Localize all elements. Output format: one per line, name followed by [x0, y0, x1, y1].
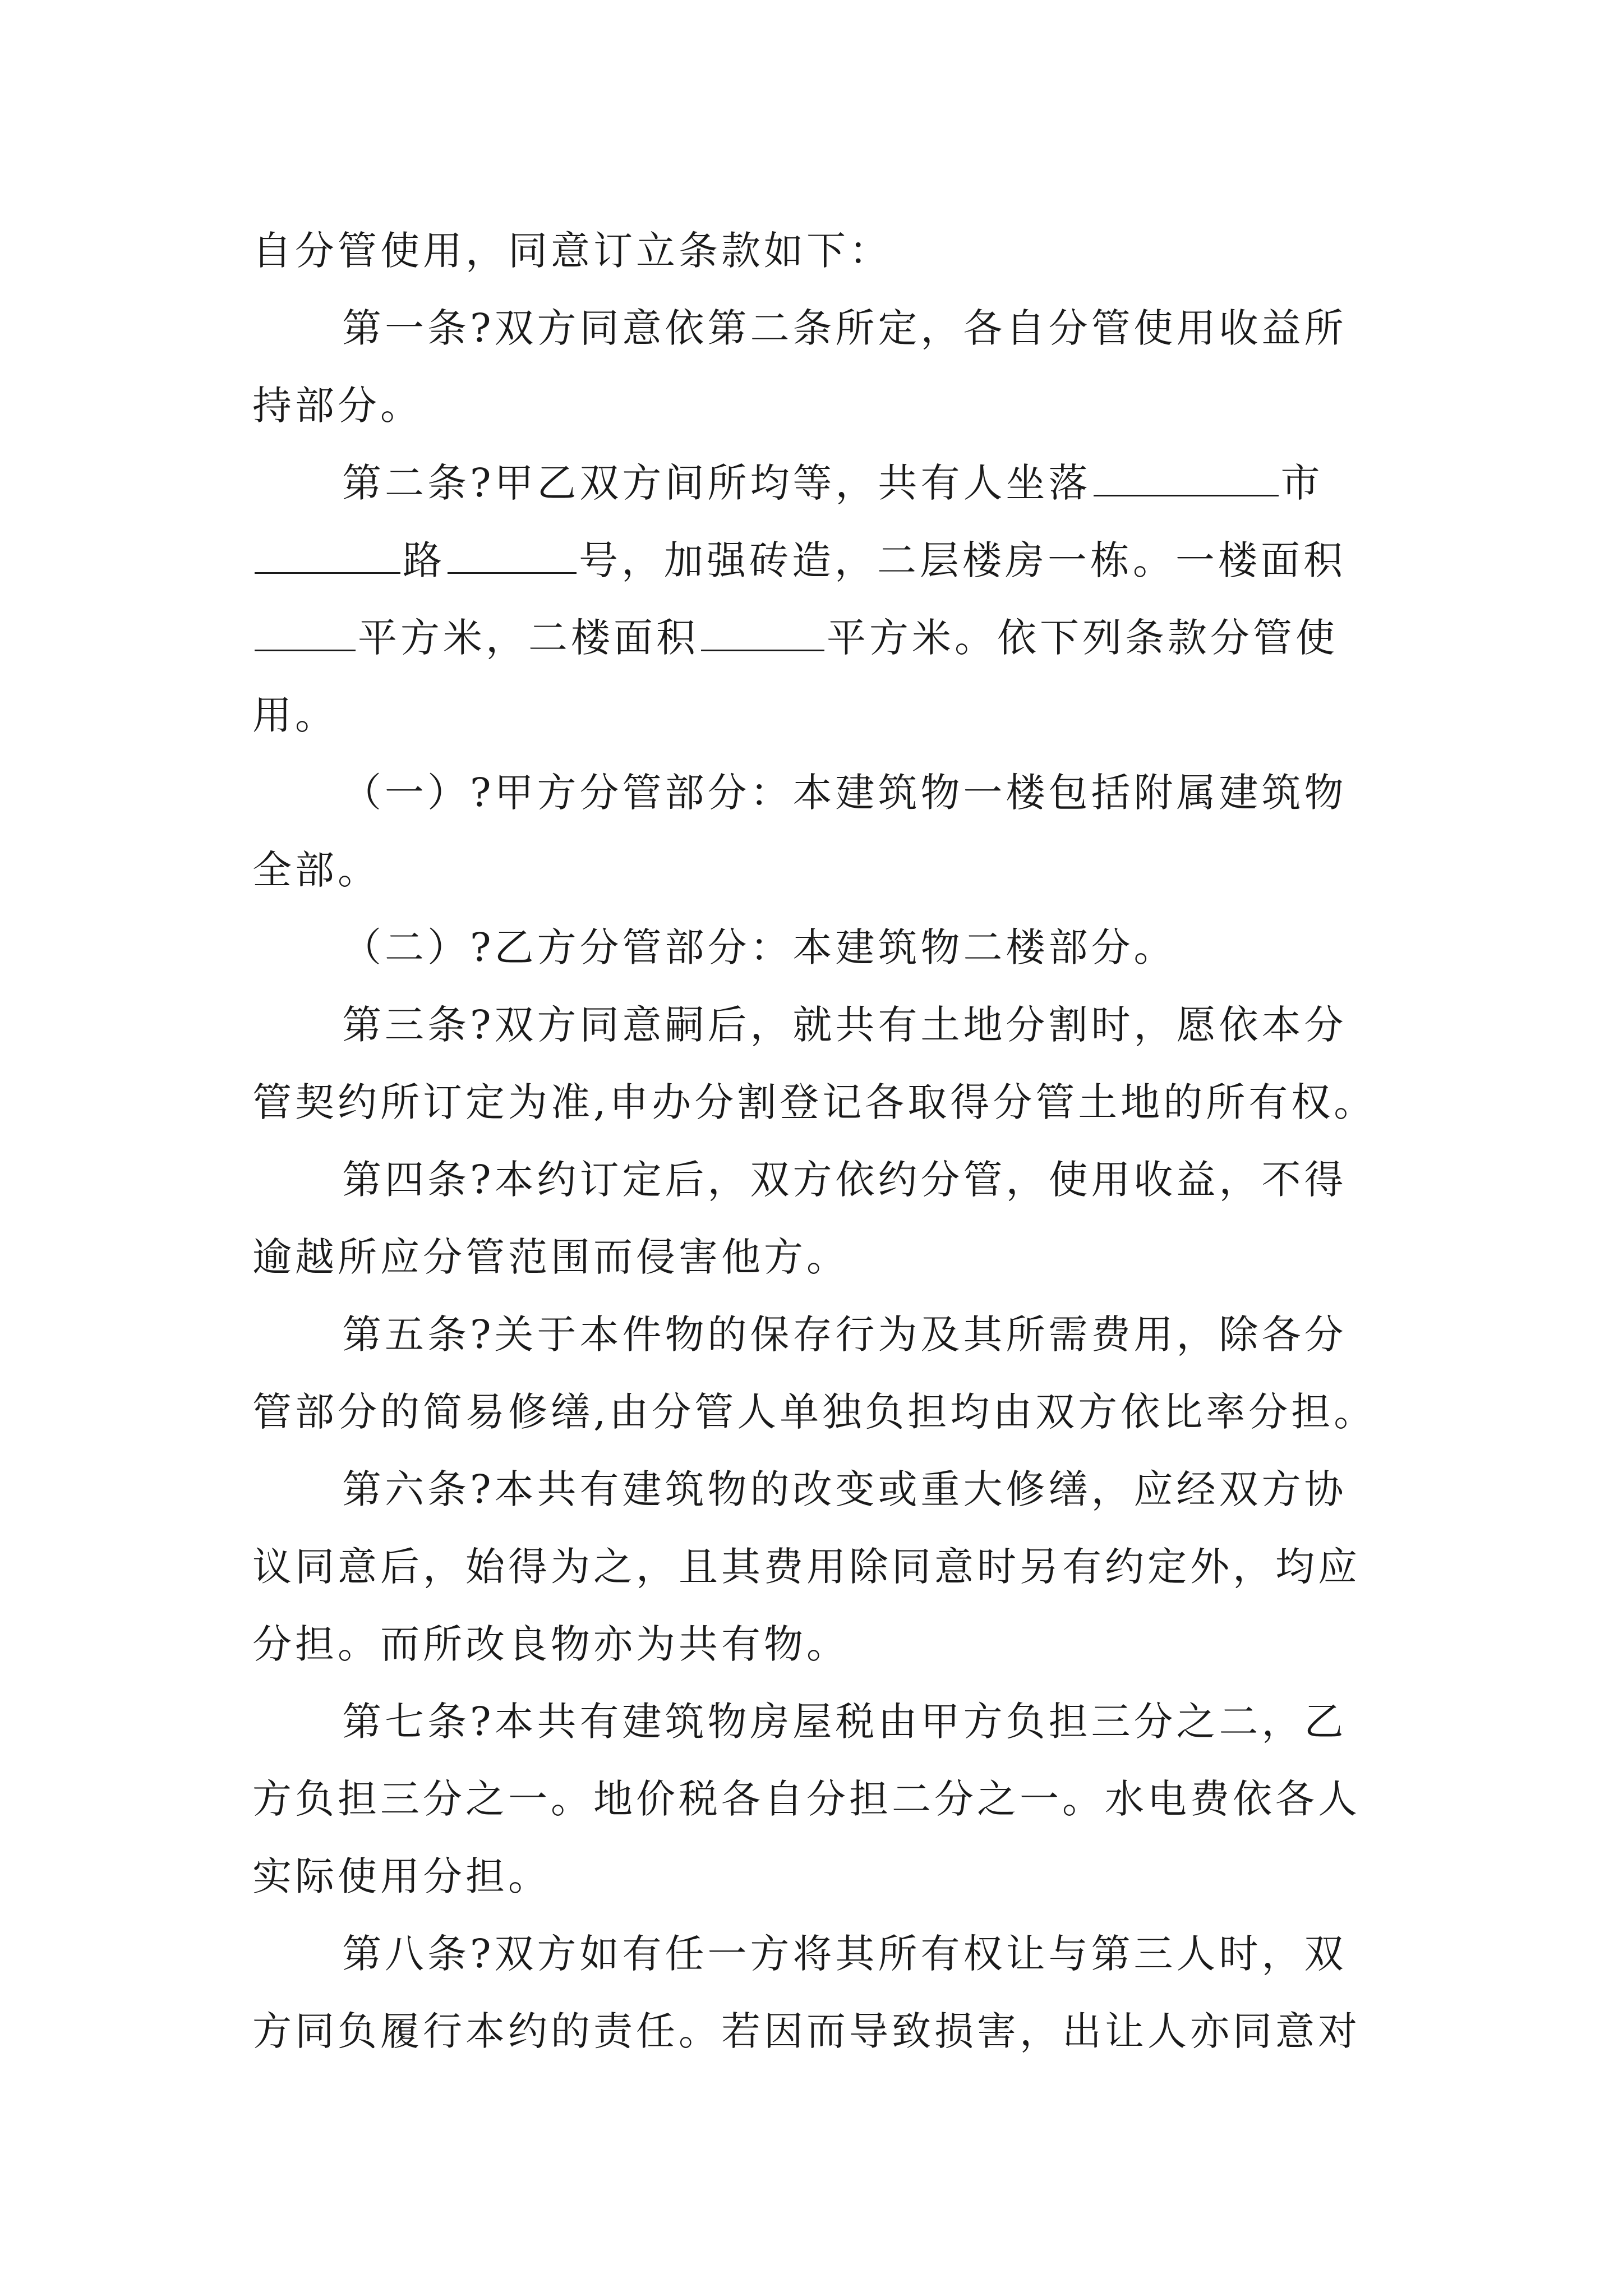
address-line [252, 522, 1391, 599]
clause-3-line: 第三条?双方同意嗣后，就共有土地分割时，愿依本分 [342, 1002, 1347, 1048]
text-line: 逾越所应分管范围而侵害他方。 [252, 1234, 849, 1280]
clause-4-line: 第四条?本约订定后，双方依约分管，使用收益，不得 [342, 1157, 1347, 1203]
text-line: 持部分。 [252, 383, 423, 429]
text-line: 用。 [252, 692, 338, 738]
text-line: 方负担三分之一。地价税各自分担二分之一。水电费依各人 [252, 1776, 1361, 1822]
clause-6-line: 第六条?本共有建筑物的改变或重大修缮，应经双方协 [342, 1466, 1347, 1512]
text-line: 议同意后，始得为之，且其费用除同意时另有约定外，均应 [252, 1544, 1361, 1590]
clause-5-line: 第五条?关于本件物的保存行为及其所需费用，除各分 [342, 1312, 1347, 1358]
second-floor-area-blank [701, 620, 824, 651]
text-line: 管部分的简易修缮,由分管人单独负担均由双方依比率分担。 [252, 1389, 1377, 1435]
clause-1-line: 第一条?双方同意依第二条所定，各自分管使用收益所 [342, 305, 1347, 351]
first-floor-area-blank [255, 620, 356, 651]
text-line: 方同负履行本约的责任。若因而导致损害，出让人亦同意对 [252, 2008, 1361, 2054]
area-line [252, 599, 1391, 677]
text-line: 管契约所订定为准,申办分割登记各取得分管土地的所有权。 [252, 1079, 1377, 1125]
document-body [252, 212, 1391, 2070]
area-text-2: 平方米。依下列条款分管使 [827, 615, 1338, 661]
city-blank [1094, 466, 1279, 496]
text-line: 自分管使用，同意订立条款如下： [252, 228, 892, 274]
road-blank [255, 543, 400, 574]
city-suffix: 市 [1280, 460, 1324, 506]
item-1-line: （一）?甲方分管部分：本建筑物一楼包括附属建筑物 [342, 770, 1347, 816]
text-line: 分担。而所改良物亦为共有物。 [252, 1621, 849, 1667]
road-label: 路 [403, 537, 445, 583]
text-line: 全部。 [252, 847, 380, 893]
number-blank [448, 543, 577, 574]
address-text: 号，加强砖造，二层楼房一栋。一楼面积 [579, 537, 1346, 583]
area-text-1: 平方米，二楼面积 [358, 615, 699, 661]
clause-2-text: 第二条?甲乙双方间所均等，共有人坐落 [342, 460, 1091, 506]
item-2-line: （二）?乙方分管部分：本建筑物二楼部分。 [342, 924, 1177, 970]
clause-2-line [252, 444, 1391, 522]
clause-8-line: 第八条?双方如有任一方将其所有权让与第三人时，双 [342, 1931, 1347, 1977]
clause-7-line: 第七条?本共有建筑物房屋税由甲方负担三分之二，乙 [342, 1699, 1347, 1745]
text-line: 实际使用分担。 [252, 1853, 551, 1899]
